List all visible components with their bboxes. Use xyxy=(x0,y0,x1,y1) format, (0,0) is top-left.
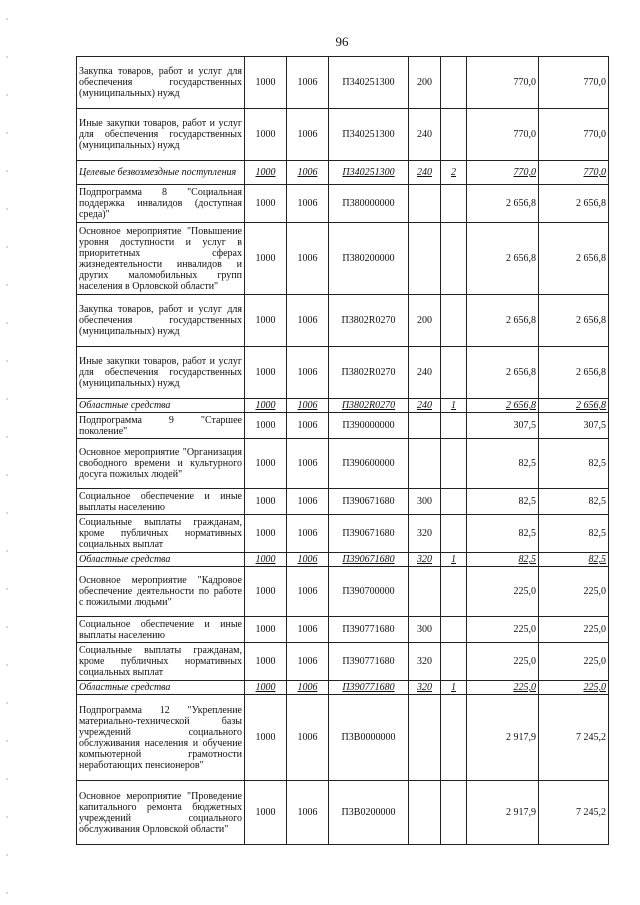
target-article-cell: П3802R0270 xyxy=(329,295,409,347)
amount-year2-cell: 770,0 xyxy=(539,161,609,185)
funding-source-cell xyxy=(441,413,467,439)
row-name-cell: Основное мероприятие "Организация свободного времени и культурного досуга пожилых людей" xyxy=(77,439,245,489)
target-article-cell: П340251300 xyxy=(329,109,409,161)
section-code-cell: 1000 xyxy=(245,617,287,643)
budget-table-body xyxy=(77,57,609,845)
funding-source-cell xyxy=(441,781,467,845)
expense-type-cell: 300 xyxy=(409,489,441,515)
section-code-cell: 1000 xyxy=(245,781,287,845)
funding-source-cell xyxy=(441,109,467,161)
table-row xyxy=(77,781,609,845)
subsection-code-cell: 1006 xyxy=(287,399,329,413)
amount-year1-cell: 225,0 xyxy=(467,643,539,681)
section-code-cell: 1000 xyxy=(245,399,287,413)
funding-source-cell xyxy=(441,617,467,643)
funding-source-cell xyxy=(441,295,467,347)
section-code-cell: 1000 xyxy=(245,347,287,399)
amount-year2-cell: 7 245,2 xyxy=(539,781,609,845)
amount-year2-cell: 770,0 xyxy=(539,57,609,109)
expense-type-cell: 240 xyxy=(409,161,441,185)
row-name-cell: Иные закупки товаров, работ и услуг для обеспечения государственных (муниципальных) нужд xyxy=(77,347,245,399)
amount-year2-cell: 2 656,8 xyxy=(539,295,609,347)
row-name-cell: Социальное обеспечение и иные выплаты населению xyxy=(77,489,245,515)
expense-type-cell: 300 xyxy=(409,617,441,643)
target-article-cell: П390771680 xyxy=(329,681,409,695)
subsection-code-cell: 1006 xyxy=(287,413,329,439)
amount-year1-cell: 82,5 xyxy=(467,553,539,567)
expense-type-cell: 240 xyxy=(409,347,441,399)
table-row xyxy=(77,617,609,643)
expense-type-cell: 320 xyxy=(409,515,441,553)
expense-type-cell: 240 xyxy=(409,109,441,161)
subsection-code-cell: 1006 xyxy=(287,223,329,295)
funding-source-cell xyxy=(441,695,467,781)
amount-year1-cell: 770,0 xyxy=(467,109,539,161)
funding-source-cell xyxy=(441,515,467,553)
amount-year2-cell: 225,0 xyxy=(539,643,609,681)
amount-year2-cell: 2 656,8 xyxy=(539,347,609,399)
table-row xyxy=(77,347,609,399)
funding-source-cell xyxy=(441,489,467,515)
section-code-cell: 1000 xyxy=(245,695,287,781)
table-row xyxy=(77,439,609,489)
table-row xyxy=(77,489,609,515)
expense-type-cell xyxy=(409,567,441,617)
target-article-cell: П390600000 xyxy=(329,439,409,489)
table-row xyxy=(77,57,609,109)
amount-year1-cell: 2 656,8 xyxy=(467,347,539,399)
subsection-code-cell: 1006 xyxy=(287,185,329,223)
row-name-cell: Подпрограмма 12 "Укрепление материально-технической базы учреждений социального обслуживания населения и обучение компьютерной грамотности неработающих пенсионеров" xyxy=(77,695,245,781)
amount-year1-cell: 770,0 xyxy=(467,57,539,109)
amount-year2-cell: 82,5 xyxy=(539,515,609,553)
amount-year2-cell: 225,0 xyxy=(539,681,609,695)
target-article-cell: П3802R0270 xyxy=(329,347,409,399)
expense-type-cell xyxy=(409,781,441,845)
target-article-cell: П390771680 xyxy=(329,643,409,681)
subsection-code-cell: 1006 xyxy=(287,567,329,617)
row-name-cell: Целевые безвозмездные поступления xyxy=(77,161,245,185)
amount-year2-cell: 225,0 xyxy=(539,567,609,617)
page-number: 96 xyxy=(335,34,349,49)
row-name-cell: Социальные выплаты гражданам, кроме публичных нормативных социальных выплат xyxy=(77,643,245,681)
section-code-cell: 1000 xyxy=(245,567,287,617)
row-name-cell: Подпрограмма 8 "Социальная поддержка инвалидов (доступная среда)" xyxy=(77,185,245,223)
amount-year2-cell: 2 656,8 xyxy=(539,185,609,223)
target-article-cell: П390671680 xyxy=(329,515,409,553)
subsection-code-cell: 1006 xyxy=(287,515,329,553)
subsection-code-cell: 1006 xyxy=(287,295,329,347)
section-code-cell: 1000 xyxy=(245,57,287,109)
row-name-cell: Областные средства xyxy=(77,553,245,567)
amount-year2-cell: 2 656,8 xyxy=(539,399,609,413)
scan-margin-marks xyxy=(6,0,8,905)
expense-type-cell: 200 xyxy=(409,57,441,109)
expense-type-cell: 320 xyxy=(409,681,441,695)
table-row xyxy=(77,413,609,439)
row-name-cell: Основное мероприятие "Повышение уровня доступности и услуг в приоритетных сферах жизнедеятельности инвалидов и других маломобильных групп населения в Орловской области" xyxy=(77,223,245,295)
section-code-cell: 1000 xyxy=(245,439,287,489)
table-subrow xyxy=(77,399,609,413)
expense-type-cell xyxy=(409,413,441,439)
amount-year1-cell: 82,5 xyxy=(467,515,539,553)
section-code-cell: 1000 xyxy=(245,295,287,347)
funding-source-cell xyxy=(441,439,467,489)
table-row xyxy=(77,643,609,681)
amount-year1-cell: 2 656,8 xyxy=(467,223,539,295)
amount-year1-cell: 225,0 xyxy=(467,681,539,695)
subsection-code-cell: 1006 xyxy=(287,643,329,681)
budget-table xyxy=(76,56,609,845)
amount-year1-cell: 82,5 xyxy=(467,489,539,515)
subsection-code-cell: 1006 xyxy=(287,617,329,643)
section-code-cell: 1000 xyxy=(245,553,287,567)
amount-year2-cell: 82,5 xyxy=(539,553,609,567)
amount-year1-cell: 307,5 xyxy=(467,413,539,439)
table-subrow xyxy=(77,161,609,185)
amount-year1-cell: 225,0 xyxy=(467,617,539,643)
amount-year2-cell: 770,0 xyxy=(539,109,609,161)
subsection-code-cell: 1006 xyxy=(287,553,329,567)
amount-year1-cell: 2 917,9 xyxy=(467,781,539,845)
funding-source-cell: 1 xyxy=(441,399,467,413)
funding-source-cell xyxy=(441,223,467,295)
table-row xyxy=(77,295,609,347)
expense-type-cell xyxy=(409,439,441,489)
target-article-cell: П340251300 xyxy=(329,161,409,185)
row-name-cell: Социальное обеспечение и иные выплаты населению xyxy=(77,617,245,643)
amount-year2-cell: 82,5 xyxy=(539,489,609,515)
target-article-cell: П390771680 xyxy=(329,617,409,643)
section-code-cell: 1000 xyxy=(245,223,287,295)
table-row xyxy=(77,185,609,223)
funding-source-cell xyxy=(441,185,467,223)
funding-source-cell: 1 xyxy=(441,681,467,695)
section-code-cell: 1000 xyxy=(245,489,287,515)
row-name-cell: Основное мероприятие "Кадровое обеспечение деятельности по работе с пожилыми людьми" xyxy=(77,567,245,617)
table-row xyxy=(77,567,609,617)
section-code-cell: 1000 xyxy=(245,109,287,161)
section-code-cell: 1000 xyxy=(245,681,287,695)
funding-source-cell: 1 xyxy=(441,553,467,567)
expense-type-cell xyxy=(409,185,441,223)
target-article-cell: П380000000 xyxy=(329,185,409,223)
amount-year1-cell: 770,0 xyxy=(467,161,539,185)
table-row xyxy=(77,695,609,781)
table-row xyxy=(77,223,609,295)
target-article-cell: П380200000 xyxy=(329,223,409,295)
target-article-cell: П340251300 xyxy=(329,57,409,109)
subsection-code-cell: 1006 xyxy=(287,489,329,515)
expense-type-cell xyxy=(409,223,441,295)
funding-source-cell xyxy=(441,347,467,399)
target-article-cell: П390671680 xyxy=(329,489,409,515)
target-article-cell: П390700000 xyxy=(329,567,409,617)
amount-year2-cell: 7 245,2 xyxy=(539,695,609,781)
subsection-code-cell: 1006 xyxy=(287,57,329,109)
expense-type-cell: 320 xyxy=(409,553,441,567)
amount-year2-cell: 307,5 xyxy=(539,413,609,439)
subsection-code-cell: 1006 xyxy=(287,439,329,489)
row-name-cell: Основное мероприятие "Проведение капитального ремонта бюджетных учреждений социального обслуживания Орловской области" xyxy=(77,781,245,845)
amount-year1-cell: 2 656,8 xyxy=(467,295,539,347)
table-subrow xyxy=(77,553,609,567)
row-name-cell: Подпрограмма 9 "Старшее поколение" xyxy=(77,413,245,439)
funding-source-cell xyxy=(441,643,467,681)
expense-type-cell: 240 xyxy=(409,399,441,413)
section-code-cell: 1000 xyxy=(245,643,287,681)
funding-source-cell: 2 xyxy=(441,161,467,185)
subsection-code-cell: 1006 xyxy=(287,161,329,185)
subsection-code-cell: 1006 xyxy=(287,781,329,845)
row-name-cell: Социальные выплаты гражданам, кроме публичных нормативных социальных выплат xyxy=(77,515,245,553)
target-article-cell: П3802R0270 xyxy=(329,399,409,413)
target-article-cell: П3В0000000 xyxy=(329,695,409,781)
expense-type-cell xyxy=(409,695,441,781)
section-code-cell: 1000 xyxy=(245,161,287,185)
row-name-cell: Областные средства xyxy=(77,681,245,695)
target-article-cell: П3В0200000 xyxy=(329,781,409,845)
funding-source-cell xyxy=(441,57,467,109)
amount-year2-cell: 225,0 xyxy=(539,617,609,643)
section-code-cell: 1000 xyxy=(245,515,287,553)
expense-type-cell: 320 xyxy=(409,643,441,681)
table-subrow xyxy=(77,681,609,695)
row-name-cell: Закупка товаров, работ и услуг для обеспечения государственных (муниципальных) нужд xyxy=(77,295,245,347)
amount-year1-cell: 2 656,8 xyxy=(467,399,539,413)
table-row xyxy=(77,515,609,553)
row-name-cell: Областные средства xyxy=(77,399,245,413)
section-code-cell: 1000 xyxy=(245,413,287,439)
subsection-code-cell: 1006 xyxy=(287,347,329,399)
row-name-cell: Закупка товаров, работ и услуг для обеспечения государственных (муниципальных) нужд xyxy=(77,57,245,109)
subsection-code-cell: 1006 xyxy=(287,695,329,781)
amount-year1-cell: 2 656,8 xyxy=(467,185,539,223)
table-row xyxy=(77,109,609,161)
amount-year2-cell: 82,5 xyxy=(539,439,609,489)
target-article-cell: П390000000 xyxy=(329,413,409,439)
row-name-cell: Иные закупки товаров, работ и услуг для обеспечения государственных (муниципальных) нужд xyxy=(77,109,245,161)
subsection-code-cell: 1006 xyxy=(287,109,329,161)
amount-year1-cell: 2 917,9 xyxy=(467,695,539,781)
amount-year1-cell: 225,0 xyxy=(467,567,539,617)
funding-source-cell xyxy=(441,567,467,617)
target-article-cell: П390671680 xyxy=(329,553,409,567)
subsection-code-cell: 1006 xyxy=(287,681,329,695)
expense-type-cell: 200 xyxy=(409,295,441,347)
amount-year2-cell: 2 656,8 xyxy=(539,223,609,295)
amount-year1-cell: 82,5 xyxy=(467,439,539,489)
section-code-cell: 1000 xyxy=(245,185,287,223)
